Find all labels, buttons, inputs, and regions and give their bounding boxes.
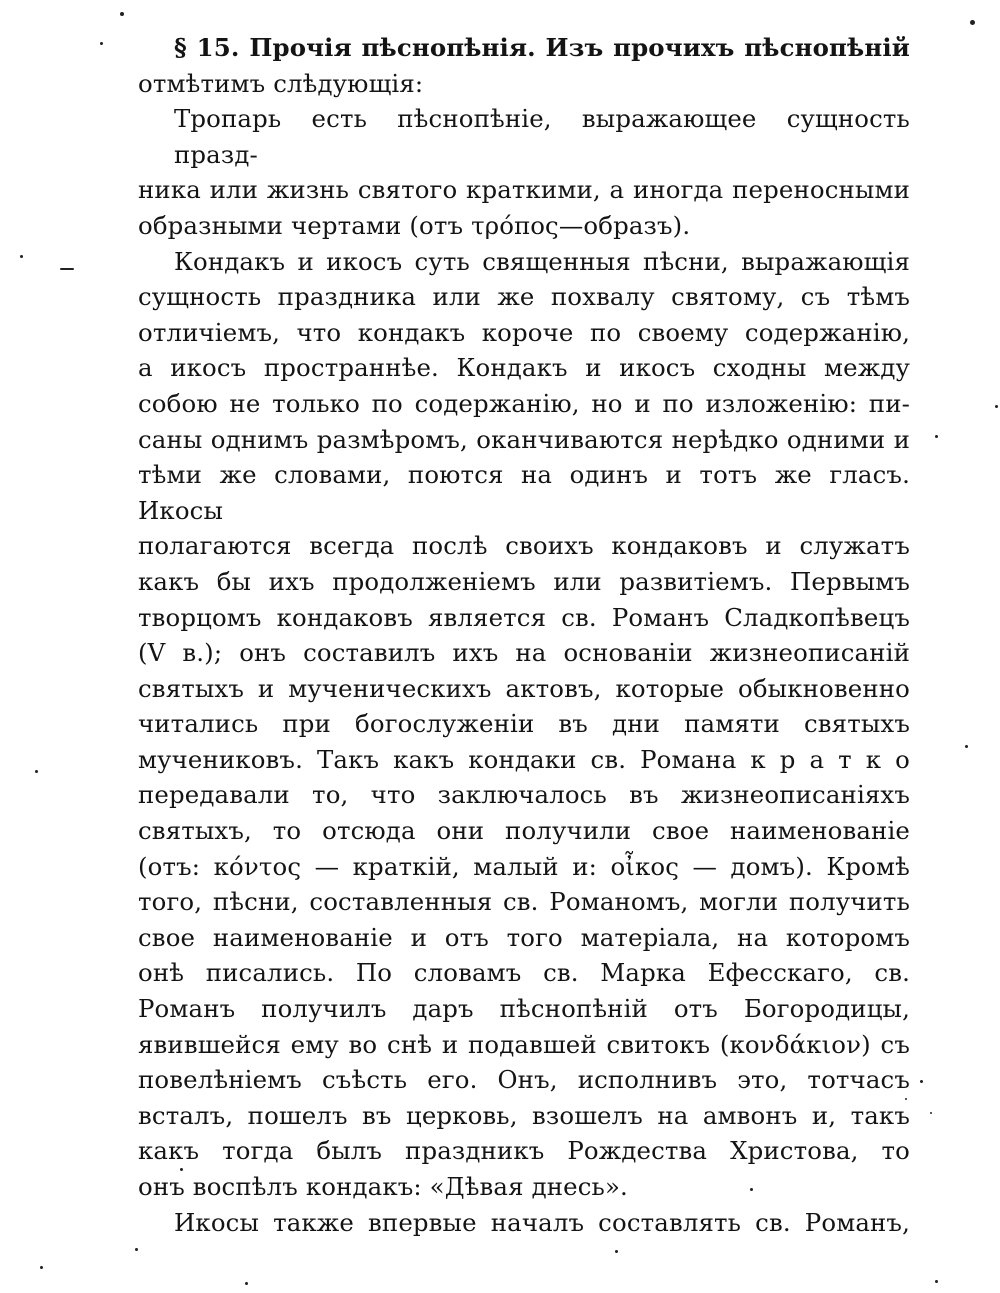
text-line: явившейся ему во снѣ и подавшей свитокъ (κονδάκιον) съ — [138, 1029, 910, 1059]
text-line: святыхъ и мученическихъ актовъ, которые обыкновенно — [138, 673, 910, 703]
scan-speck — [60, 268, 74, 270]
text-line: (V в.); онъ составилъ ихъ на основаніи жизнеописаній — [138, 638, 910, 668]
scan-speck — [245, 1282, 248, 1285]
text-line: полагаются всегда послѣ своихъ кондаковъ и служатъ — [138, 531, 910, 561]
text-line: Тропарь есть пѣснопѣніе, выражающее сущность празд- — [174, 104, 910, 169]
text-line: повелѣніемъ съѣсть его. Онъ, исполнивъ это, тотчасъ — [138, 1065, 910, 1095]
text-line: святыхъ, то отсюда они получили свое наименованіе — [138, 816, 910, 846]
text-line: тѣми же словами, поются на одинъ и тотъ же гласъ. Икосы — [138, 460, 910, 525]
paragraph-kontakion — [138, 244, 910, 1205]
text-line: саны однимъ размѣромъ, оканчиваются нерѣдко одними и — [138, 424, 910, 454]
text-line: передавали то, что заключалось въ жизнеописаніяхъ — [138, 780, 910, 810]
scan-speck — [935, 435, 938, 438]
scan-speck — [180, 1168, 183, 1171]
paragraph-ikos — [138, 1205, 910, 1241]
text-line: образными чертами (отъ τρόπος—образъ). — [138, 210, 691, 240]
page-text — [138, 30, 910, 1240]
scan-speck — [905, 1098, 907, 1100]
text-line: сущность праздника или же похвалу святому, съ тѣмъ — [138, 282, 910, 312]
scan-speck — [930, 1112, 932, 1114]
text-line: Кондакъ и икосъ суть священныя пѣсни, выражающія — [174, 246, 910, 276]
scan-speck — [135, 1248, 138, 1251]
text-line: мучениковъ. Такъ какъ кондаки св. Романа к р а т к о — [138, 744, 910, 774]
text-line: какъ тогда былъ праздникъ Рождества Христова, то — [138, 1136, 910, 1166]
scan-speck — [20, 255, 23, 258]
scan-speck — [750, 1188, 753, 1191]
paragraph-troparion — [138, 101, 910, 243]
scan-speck — [40, 1266, 43, 1269]
scan-speck — [995, 405, 998, 408]
text-line: отличіемъ, что кондакъ короче по своему содержанію, — [138, 317, 910, 347]
text-line: того, пѣсни, составленныя св. Романомъ, могли получить — [138, 887, 910, 917]
scan-speck — [100, 42, 103, 45]
text-line: свое наименованіе и отъ того матеріала, на которомъ — [138, 922, 910, 952]
paragraph-section-15 — [138, 30, 910, 101]
text-line: Романъ получилъ даръ пѣснопѣній отъ Богородицы, — [138, 994, 910, 1024]
text-line: § 15. Прочія пѣснопѣнія. Изъ прочихъ пѣснопѣній — [174, 33, 910, 62]
text-line: творцомъ кондаковъ является св. Романъ Сладкопѣвецъ — [138, 602, 910, 632]
text-line: отмѣтимъ слѣдующія: — [138, 68, 424, 98]
text-line: онѣ писались. По словамъ св. Марка Ефесскаго, св. — [138, 958, 910, 988]
text-line: всталъ, пошелъ въ церковь, взошелъ на амвонъ и, такъ — [138, 1100, 910, 1130]
text-line: Икосы также впервые началъ составлять св. Романъ, — [174, 1207, 910, 1237]
text-line: читались при богослуженіи въ дни памяти святыхъ — [138, 709, 910, 739]
text-line: (отъ: κόντος — краткій, малый и: οἶκος — домъ). Кромѣ — [138, 851, 910, 881]
scan-speck — [920, 1080, 923, 1083]
scan-speck — [35, 770, 38, 773]
scan-speck — [970, 20, 975, 25]
text-line: а икосъ пространнѣе. Кондакъ и икосъ сходны между — [138, 353, 910, 383]
text-line: собою не только по содержанію, но и по изложенію: пи- — [138, 388, 910, 418]
scan-speck — [120, 12, 124, 16]
scan-speck — [965, 745, 968, 748]
text-line: ника или жизнь святого краткими, а иногда переносными — [138, 175, 910, 205]
text-line: онъ воспѣлъ кондакъ: «Дѣвая днесь». — [138, 1172, 628, 1201]
scan-speck — [615, 1250, 618, 1253]
text-line: какъ бы ихъ продолженіемъ или развитіемъ. Первымъ — [138, 566, 910, 596]
scan-speck — [935, 1280, 938, 1283]
